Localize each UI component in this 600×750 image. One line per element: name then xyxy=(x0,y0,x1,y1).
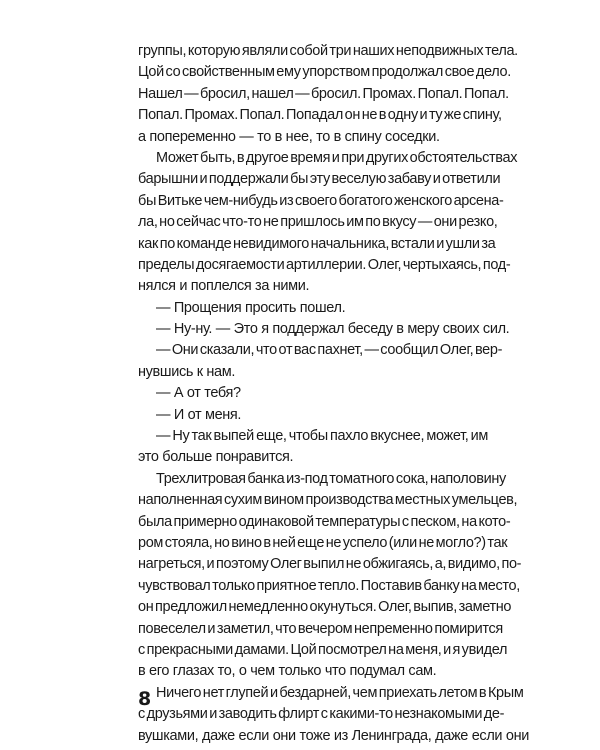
text-line: а попеременно — то в нее, то в спину соседки. xyxy=(138,128,440,145)
text-line: чувствовал только приятное тепло. Поставив банку на место, xyxy=(138,577,520,594)
text-line: Цой со свойственным ему упорством продолжал свое дело. xyxy=(138,64,511,81)
text-line: — А от тебя? xyxy=(156,385,241,402)
text-line: вушками, даже если они тоже из Ленинграда, даже если они xyxy=(138,727,529,744)
text-line: в его глазах то, о чем только что подумал сам. xyxy=(138,663,437,680)
body-text xyxy=(138,41,529,747)
text-line: с друзьями и заводить флирт с какими-то незнакомыми де- xyxy=(138,706,505,723)
text-line: нагреться, и поэтому Олег выпил не обжигаясь, а, видимо, по- xyxy=(138,556,522,573)
text-line: пределы досягаемости артиллерии. Олег, чертыхаясь, под- xyxy=(138,256,511,273)
text-line: — Они сказали, что от вас пахнет, — сообщил Олег, вер- xyxy=(156,342,503,359)
text-line: группы, которую являли собой три наших неподвижных тела. xyxy=(138,43,518,59)
text-line: Может быть, в другое время и при других обстоятельствах xyxy=(156,149,518,166)
text-line: нялся и поплелся за ними. xyxy=(138,278,310,295)
text-line: барышни и поддержали бы эту веселую забаву и ответили xyxy=(138,171,501,188)
text-line: наполненная сухим вином производства местных умельцев, xyxy=(138,492,518,509)
text-line: Ничего нет глупей и бездарней, чем приехать летом в Крым xyxy=(156,684,524,701)
text-line: была примерно одинаковой температуры с песком, на кото- xyxy=(138,513,511,530)
text-line: как по команде невидимого начальника, встали и ушли за xyxy=(138,235,496,252)
text-line: — Прощения просить пошел. xyxy=(156,299,346,316)
text-line: — Ну-ну. — Это я поддержал беседу в меру своих сил. xyxy=(156,321,510,338)
page-number: 8 xyxy=(138,688,152,710)
text-line: он предложил немедленно окунуться. Олег, выпив, заметно xyxy=(138,599,512,616)
text-line: — Ну так выпей еще, чтобы пахло вкуснее, может, им xyxy=(156,428,488,445)
text-line: — И от меня. xyxy=(156,406,242,423)
text-line: ла, но сейчас что-то не пришлось им по вкусу — они резко, xyxy=(138,214,498,231)
text-line: Нашел — бросил, нашел — бросил. Промах. Попал. Попал. xyxy=(138,85,509,102)
text-line: Трехлитровая банка из-под томатного сока, наполовину xyxy=(156,470,506,487)
text-line: бы Витьке чем-нибудь из своего богатого женского арсена- xyxy=(138,192,504,209)
text-line: повеселел и заметил, что вечером непременно помирится xyxy=(138,620,503,637)
text-line: Попал. Промах. Попал. Попадал он не в одну и ту же спину, xyxy=(138,107,502,124)
text-line: нувшись к нам. xyxy=(138,363,236,380)
text-line: ром стояла, но вино в ней еще не успело (или не могло?) так xyxy=(138,534,508,551)
text-line: это больше понравится. xyxy=(138,449,294,466)
text-line: с прекрасными дамами. Цой посмотрел на меня, и я увидел xyxy=(138,641,508,658)
